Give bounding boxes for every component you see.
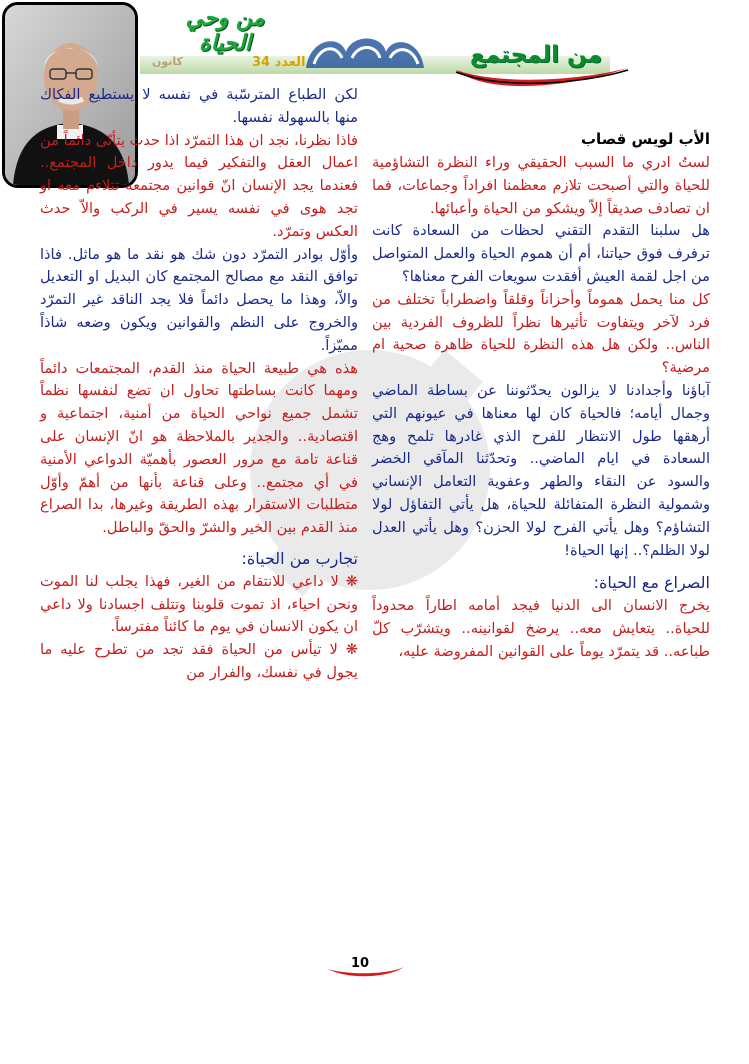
issue-number: العدد 34 [252, 55, 306, 70]
experience-text: لا تيأس من الحياة فقد تجد من تطرح عليه ما يجول في نفسك، والفرار من [40, 641, 358, 681]
left-column [40, 84, 358, 685]
paragraph: لكن الطباع المترسّبة في نفسه لا يستطيع الفكاك منها بالسهولة نفسها. [40, 86, 358, 126]
page-title: من المجتمع [470, 42, 602, 68]
bullet-icon: ❋ [345, 641, 358, 659]
paragraph: هذه هي طبيعة الحياة منذ القدم، المجتمعات دائماً ومهما كانت بساطتها تحاول ان تضع لنفسها نظماً تشمل جميع نواحي الحياة من أمنية، اجتماعية و اقتصادية.. والجدير بالملاحظة هو انّ الإنسان على قناعة تامة مع مرور العصور بأهميّة الدواعي الأمنية في أي مجتمع.. وعلى قناعة بأنها من أهمّ وأوّل متطلبات الاستقرار بهذه الطريقة وغيرها، بدا الصراع منذ القدم بين الخير والشرّ والحقّ والباطل. [40, 359, 358, 537]
bullet-icon: ❋ [345, 572, 359, 590]
paragraph: وأوّل بوادر التمرّد دون شك هو نقد ما هو ماثل. فاذا توافق النقد مع مصالح المجتمع كان البديل او التعديل والاّ، وهذا ما يحصل دائماً فلا يجد الناقد غير التمرّد والخروج على النظم والقوانين ويكون وضعه شاذاً مميّزاً. [40, 245, 358, 354]
issue-month: كانون [152, 55, 183, 68]
author-name: الأب لويس قصاب [580, 130, 710, 148]
experiences-heading: تجارب من الحياة: [241, 548, 358, 568]
paragraph: يخرج الانسان الى الدنيا فيجد أمامه اطاراً محدوداً للحياة.. يتعايش معه.. يرضخ لقوانينه.. ويتشرّب كلّ طباعه.. قد يتمرّد يوماً على القوانين المفروضة عليه، [372, 597, 710, 660]
experience-item [40, 639, 358, 685]
experience-item [40, 571, 358, 639]
magazine-logo [300, 28, 430, 74]
paragraph: كل منا يحمل هموماً وأحزاناً وقلقاً واضطراباً تختلف من فرد لآخر ويتفاوت تأثيرها نظراً للظروف الفردية بين الناس.. ولكن هل هذه النظرة للحياة ظاهرة صحية ام مرضية؟ [372, 290, 710, 377]
experience-text: لا داعي للانتقام من الغير، فهذا يجلب لنا الموت ونحن احياء، اذ تموت قلوبنا وتتلف اجسادنا ولا داعي ان يكون الانسان في يوم ما كائناً مفترساً. [40, 572, 358, 636]
struggle-heading: الصراع مع الحياة: [593, 573, 710, 593]
section-title: من وحي الحياة [185, 6, 265, 56]
paragraph: لستُ ادري ما السبب الحقيقي وراء النظرة التشاؤمية للحياة والتي أصبحت تلازم معظمنا افراداً وجماعات، فما ان تصادف صديقاً إلاّ ويشكو من الحياة وأعبائها. [372, 154, 710, 217]
right-column [372, 152, 710, 664]
page-number: 10 [350, 956, 370, 971]
paragraph: آباؤنا وأجدادنا لا يزالون يحدّثوننا عن بساطة الماضي وجمال أيامه؛ فالحياة كان لها معناها في عيونهم التي أرهقها طول الانتظار للفرح الذي غادرها تلمح وهج السعادة في ايام الماضي.. وتحدّثنا المآقي الخضر والسود عن النقاء والطهر وعفوية التعامل الإنساني وشمولية النظرة المتفائلة للحياة، هل يأتي التفاؤل لولا التشاؤم؟ وهل يأتي الفرح لولا الحزن؟ وهل يأتي العدل لولا الظلم؟.. إنها الحياة! [372, 381, 710, 559]
paragraph: فاذا نظرنا، نجد ان هذا التمرّد اذا حدث يتأتّى دائماً من اعمال العقل والتفكير فيما يدور داخل المجتمع.. فعندما يجد الإنسان انّ قوانين مجتمعه تتلاءم معه او تجد هوى في نفسه يسير في الركب والاّ حدث العكس وتمرّد. [40, 131, 358, 240]
paragraph: هل سلبنا التقدم التقني لحظات من السعادة كانت ترفرف فوق حياتنا، أم أن هموم الحياة والعمل المتواصل من اجل لقمة العيش أفقدت سويعات الفرح معناها؟ [372, 222, 710, 285]
